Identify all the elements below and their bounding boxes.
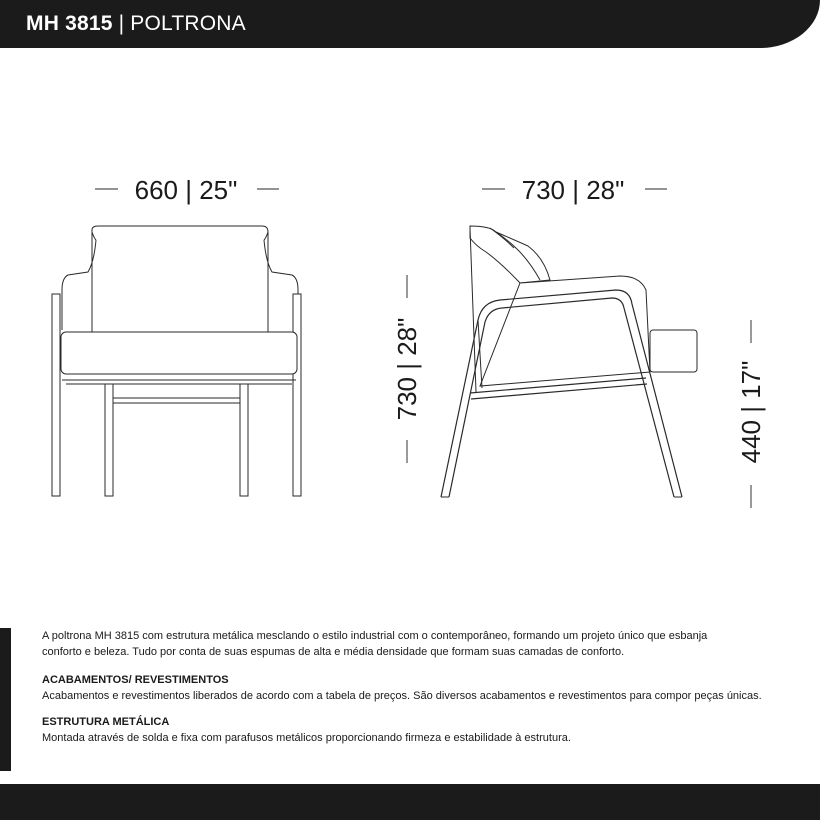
- front-width-label: 660 | 25": [134, 175, 238, 205]
- finishes-text: Acabamentos e revestimentos liberados de acordo com a tabela de preços. São diversos acabamentos e revestimentos para compor peças únicas.: [42, 690, 762, 702]
- structure-heading: ESTRUTURA METÁLICA: [42, 716, 170, 728]
- intro-line-2: conforto e beleza. Tudo por conta de suas espumas de alta e média densidade que formam suas camadas de conforto.: [42, 646, 625, 658]
- side-depth-dimension: [482, 175, 667, 205]
- total-height-label: 730 | 28": [392, 317, 422, 421]
- product-code: MH 3815: [26, 12, 113, 35]
- seat-height-dimension: [736, 320, 766, 508]
- page-title: [26, 12, 246, 36]
- front-view-drawing: [52, 226, 301, 496]
- intro-line-1: A poltrona MH 3815 com estrutura metálica mesclando o estilo industrial com o contemporâneo, formando um projeto único que esbanja: [42, 630, 708, 642]
- intro-paragraph: [42, 628, 802, 660]
- side-depth-label: 730 | 28": [521, 175, 625, 205]
- finishes-heading: ACABAMENTOS/ REVESTIMENTOS: [42, 674, 229, 686]
- front-width-dimension: [95, 175, 279, 205]
- structure-section: [42, 714, 802, 746]
- title-separator: |: [118, 12, 125, 35]
- product-name: POLTRONA: [130, 12, 246, 35]
- structure-text: Montada através de solda e fixa com parafusos metálicos proporcionando firmeza e estabilidade à estrutura.: [42, 732, 571, 744]
- header-bar: [0, 0, 820, 48]
- finishes-section: [42, 672, 802, 704]
- seat-height-label: 440 | 17": [736, 360, 766, 464]
- technical-drawing: [0, 48, 820, 628]
- footer-bar: [0, 784, 820, 820]
- total-height-dimension: [392, 275, 422, 463]
- side-view-drawing: [441, 226, 697, 497]
- product-description: [42, 628, 802, 756]
- side-accent-bar: [0, 628, 11, 771]
